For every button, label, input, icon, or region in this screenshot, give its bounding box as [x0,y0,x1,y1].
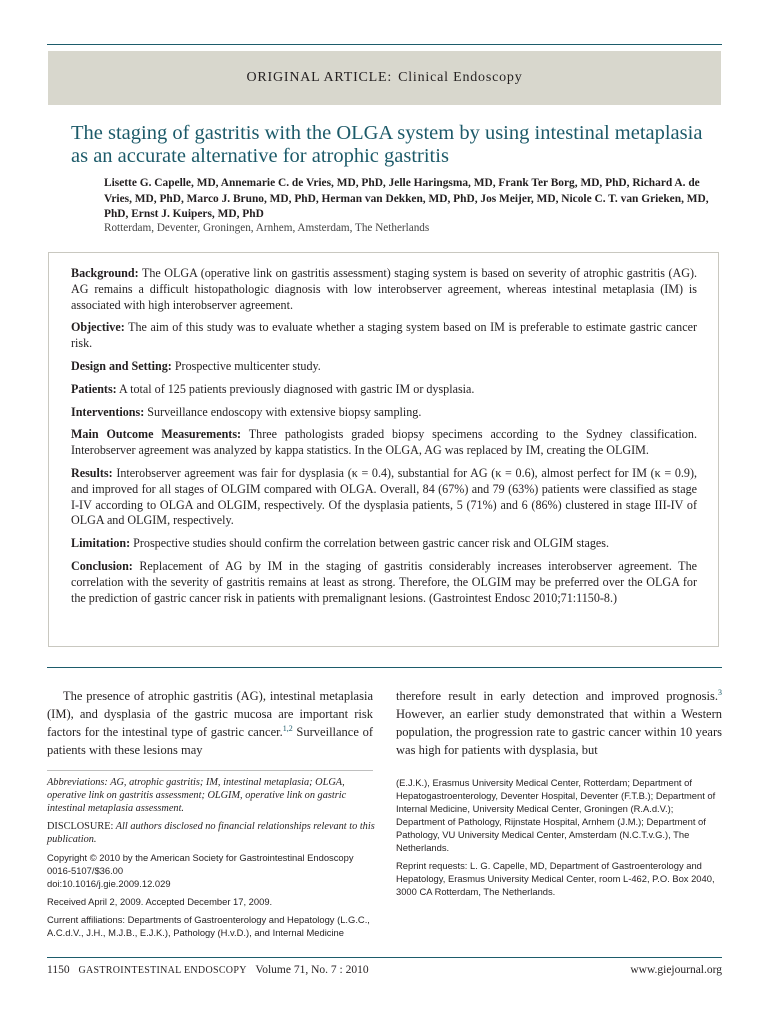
body-column-right [396,687,722,759]
abstract-content [71,266,697,613]
top-rule [47,44,722,45]
design-label: Design and Setting: [71,358,172,373]
copyright-note [47,851,377,890]
author-locations: Rotterdam, Deventer, Groningen, Arnhem, Amsterdam, The Netherlands [104,222,430,234]
abstract-patients [71,382,697,398]
body-paragraph-left [47,687,373,759]
interventions-text: Surveillance endoscopy with extensive biopsy sampling. [147,404,422,419]
footnotes-right [396,776,722,903]
reprint-requests: Reprint requests: L. G. Capelle, MD, Department of Gastroenterology and Hepatology, Erasmus University Medical Center, room L-462, P.O. Box 2040, 3000 CA Rotterdam, The Netherlands. [396,860,715,897]
body-text-cont: Surveillance of patients with these lesions may [47,725,373,757]
abstract-results [71,466,697,529]
footnotes-left [47,776,377,944]
abstract-conclusion [71,559,697,606]
abstract-objective [71,320,697,352]
issn-line: 0016-5107/$36.00 [47,865,124,876]
disclosure-label: DISCLOSURE: [47,821,114,832]
article-title: The staging of gastritis with the OLGA system by using intestinal metaplasia as an accurate alternative for atrophic gastritis [71,122,703,167]
section-rule [47,667,722,668]
abstract-background [71,266,697,313]
journal-name: GASTROINTESTINAL ENDOSCOPY [78,965,247,976]
abbreviations-note: Abbreviations: AG, atrophic gastritis; IM, intestinal metaplasia; OLGA, operative link on gastritis assessment; OLGIM, operative link on gastric intestinal metaplasia assessment. [47,777,347,814]
background-label: Background: [71,266,139,280]
body-column-left [47,687,373,759]
abstract-box [48,252,719,647]
article-type-banner [48,51,721,105]
copyright-line: Copyright © 2010 by the American Society for Gastrointestinal Endoscopy [47,852,354,863]
volume-info: Volume 71, No. 7 : 2010 [255,964,369,976]
author-list: Lisette G. Capelle, MD, Annemarie C. de Vries, MD, PhD, Jelle Haringsma, MD, Frank Ter Borg, MD, PhD, Richard A. de Vries, MD, PhD, Marco J. Bruno, MD, PhD, Herman van Dekken, MD, PhD, Jos Meijer, MD, Nicole C. T. van Grieken, MD, PhD, Ernst J. Kuipers, MD, PhD [104,177,709,220]
patients-label: Patients: [71,381,117,396]
results-text: Interobserver agreement was fair for dysplasia (κ = 0.4), substantial for AG (κ = 0.6), almost perfect for IM (κ = 0.9), and improved for all stages of OLGIM compared with OLGA. Overall, 84 (67%) and 79 (63%) patients were classified as stage I-IV according to OLGA and OLGIM, respectively. Of the dysplasia patients, 5 (71%) and 6 (86%) clustered in stage III-IV of OLGA and OLGIM, respectively. [71,465,697,528]
limitation-text: Prospective studies should confirm the correlation between gastric cancer risk and OLGIM stages. [133,536,610,551]
article-section-label: Clinical Endoscopy [398,70,523,85]
conclusion-text: Replacement of AG by IM in the staging of gastritis considerably increases interobserver agreement. The correlation with the severity of gastritis remains at least as strong. Therefore, the OLGIM may be preferred over the OLGA for the prediction of gastric cancer risk in patients with premalignant lesions. (Gastrointest Endosc 2010;71:1150-8.) [71,558,697,605]
design-text: Prospective multicenter study. [174,358,321,373]
interventions-label: Interventions: [71,404,145,419]
abstract-design [71,359,697,375]
background-text: The OLGA (operative link on gastritis assessment) staging system is based on severity of atrophic gastritis (AG). AG remains a difficult histopathologic diagnosis with low interobserver agreement, whereas intestinal metaplasia (IM) is associated with high interobserver agreement. [71,266,698,312]
objective-text: The aim of this study was to evaluate whether a staging system based on IM is preferable to estimate gastric cancer risk. [71,320,697,351]
abstract-outcome [71,427,697,459]
outcome-text: Three pathologists graded biopsy specimens according to the Sydney classification. Interobserver agreement was analyzed by kappa statistics. In the OLGA, AG was replaced by IM, creating the OLGIM. [71,427,697,458]
page-number: 1150 [47,964,70,976]
citation-link[interactable]: 1,2 [282,723,293,733]
body-text: therefore result in early detection and improved prognosis. [396,689,718,703]
received-note: Received April 2, 2009. Accepted December 17, 2009. [47,896,273,907]
abstract-interventions [71,405,697,421]
conclusion-label: Conclusion: [71,558,133,573]
body-text: The presence of atrophic gastritis (AG), intestinal metaplasia (IM), and dysplasia of the gastric mucosa are important risk factors for the intestinal type of gastric cancer. [47,689,373,739]
limitation-label: Limitation: [71,536,131,551]
affiliations-continued: (E.J.K.), Erasmus University Medical Center, Rotterdam; Department of Hepatogastroenterology, Deventer Hospital, Deventer (F.T.B.); Department of Internal Medicine, University Medical Center, Groningen (R.A.d.V.); Department of Pathology, Rijnstate Hospital, Arnhem (J.M.); Department of Pathology, VU University Medical Center, Amsterdam (N.C.T.v.G.), The Netherlands. [396,777,716,853]
disclosure-text: All authors disclosed no financial relationships relevant to this publication. [47,821,375,845]
patients-text: A total of 125 patients previously diagnosed with gastric IM or dysplasia. [119,381,475,396]
footer-citation [47,964,375,976]
footnote-rule [47,770,373,771]
affiliations-note: Current affiliations: Departments of Gastroenterology and Hepatology (L.G.C., A.C.d.V., J.H., M.J.B., E.J.K.), Pathology (H.v.D.), and Internal Medicine [47,914,370,938]
page-footer [47,964,722,976]
body-text-cont: However, an earlier study demonstrated that within a Western population, the progression rate to gastric cancer within 10 years was high for patients with dysplasia, but [396,707,722,757]
results-label: Results: [71,465,113,480]
body-paragraph-right [396,687,722,759]
doi-line[interactable]: doi:10.1016/j.gie.2009.12.029 [47,878,171,889]
objective-label: Objective: [71,320,125,335]
outcome-label: Main Outcome Measurements: [71,427,242,442]
abstract-limitation [71,536,697,552]
disclosure-note [47,820,377,846]
article-type-label: ORIGINAL ARTICLE: [246,70,393,85]
citation-link[interactable]: 3 [718,687,722,697]
journal-website[interactable]: www.giejournal.org [630,964,722,976]
footer-rule [47,957,722,958]
